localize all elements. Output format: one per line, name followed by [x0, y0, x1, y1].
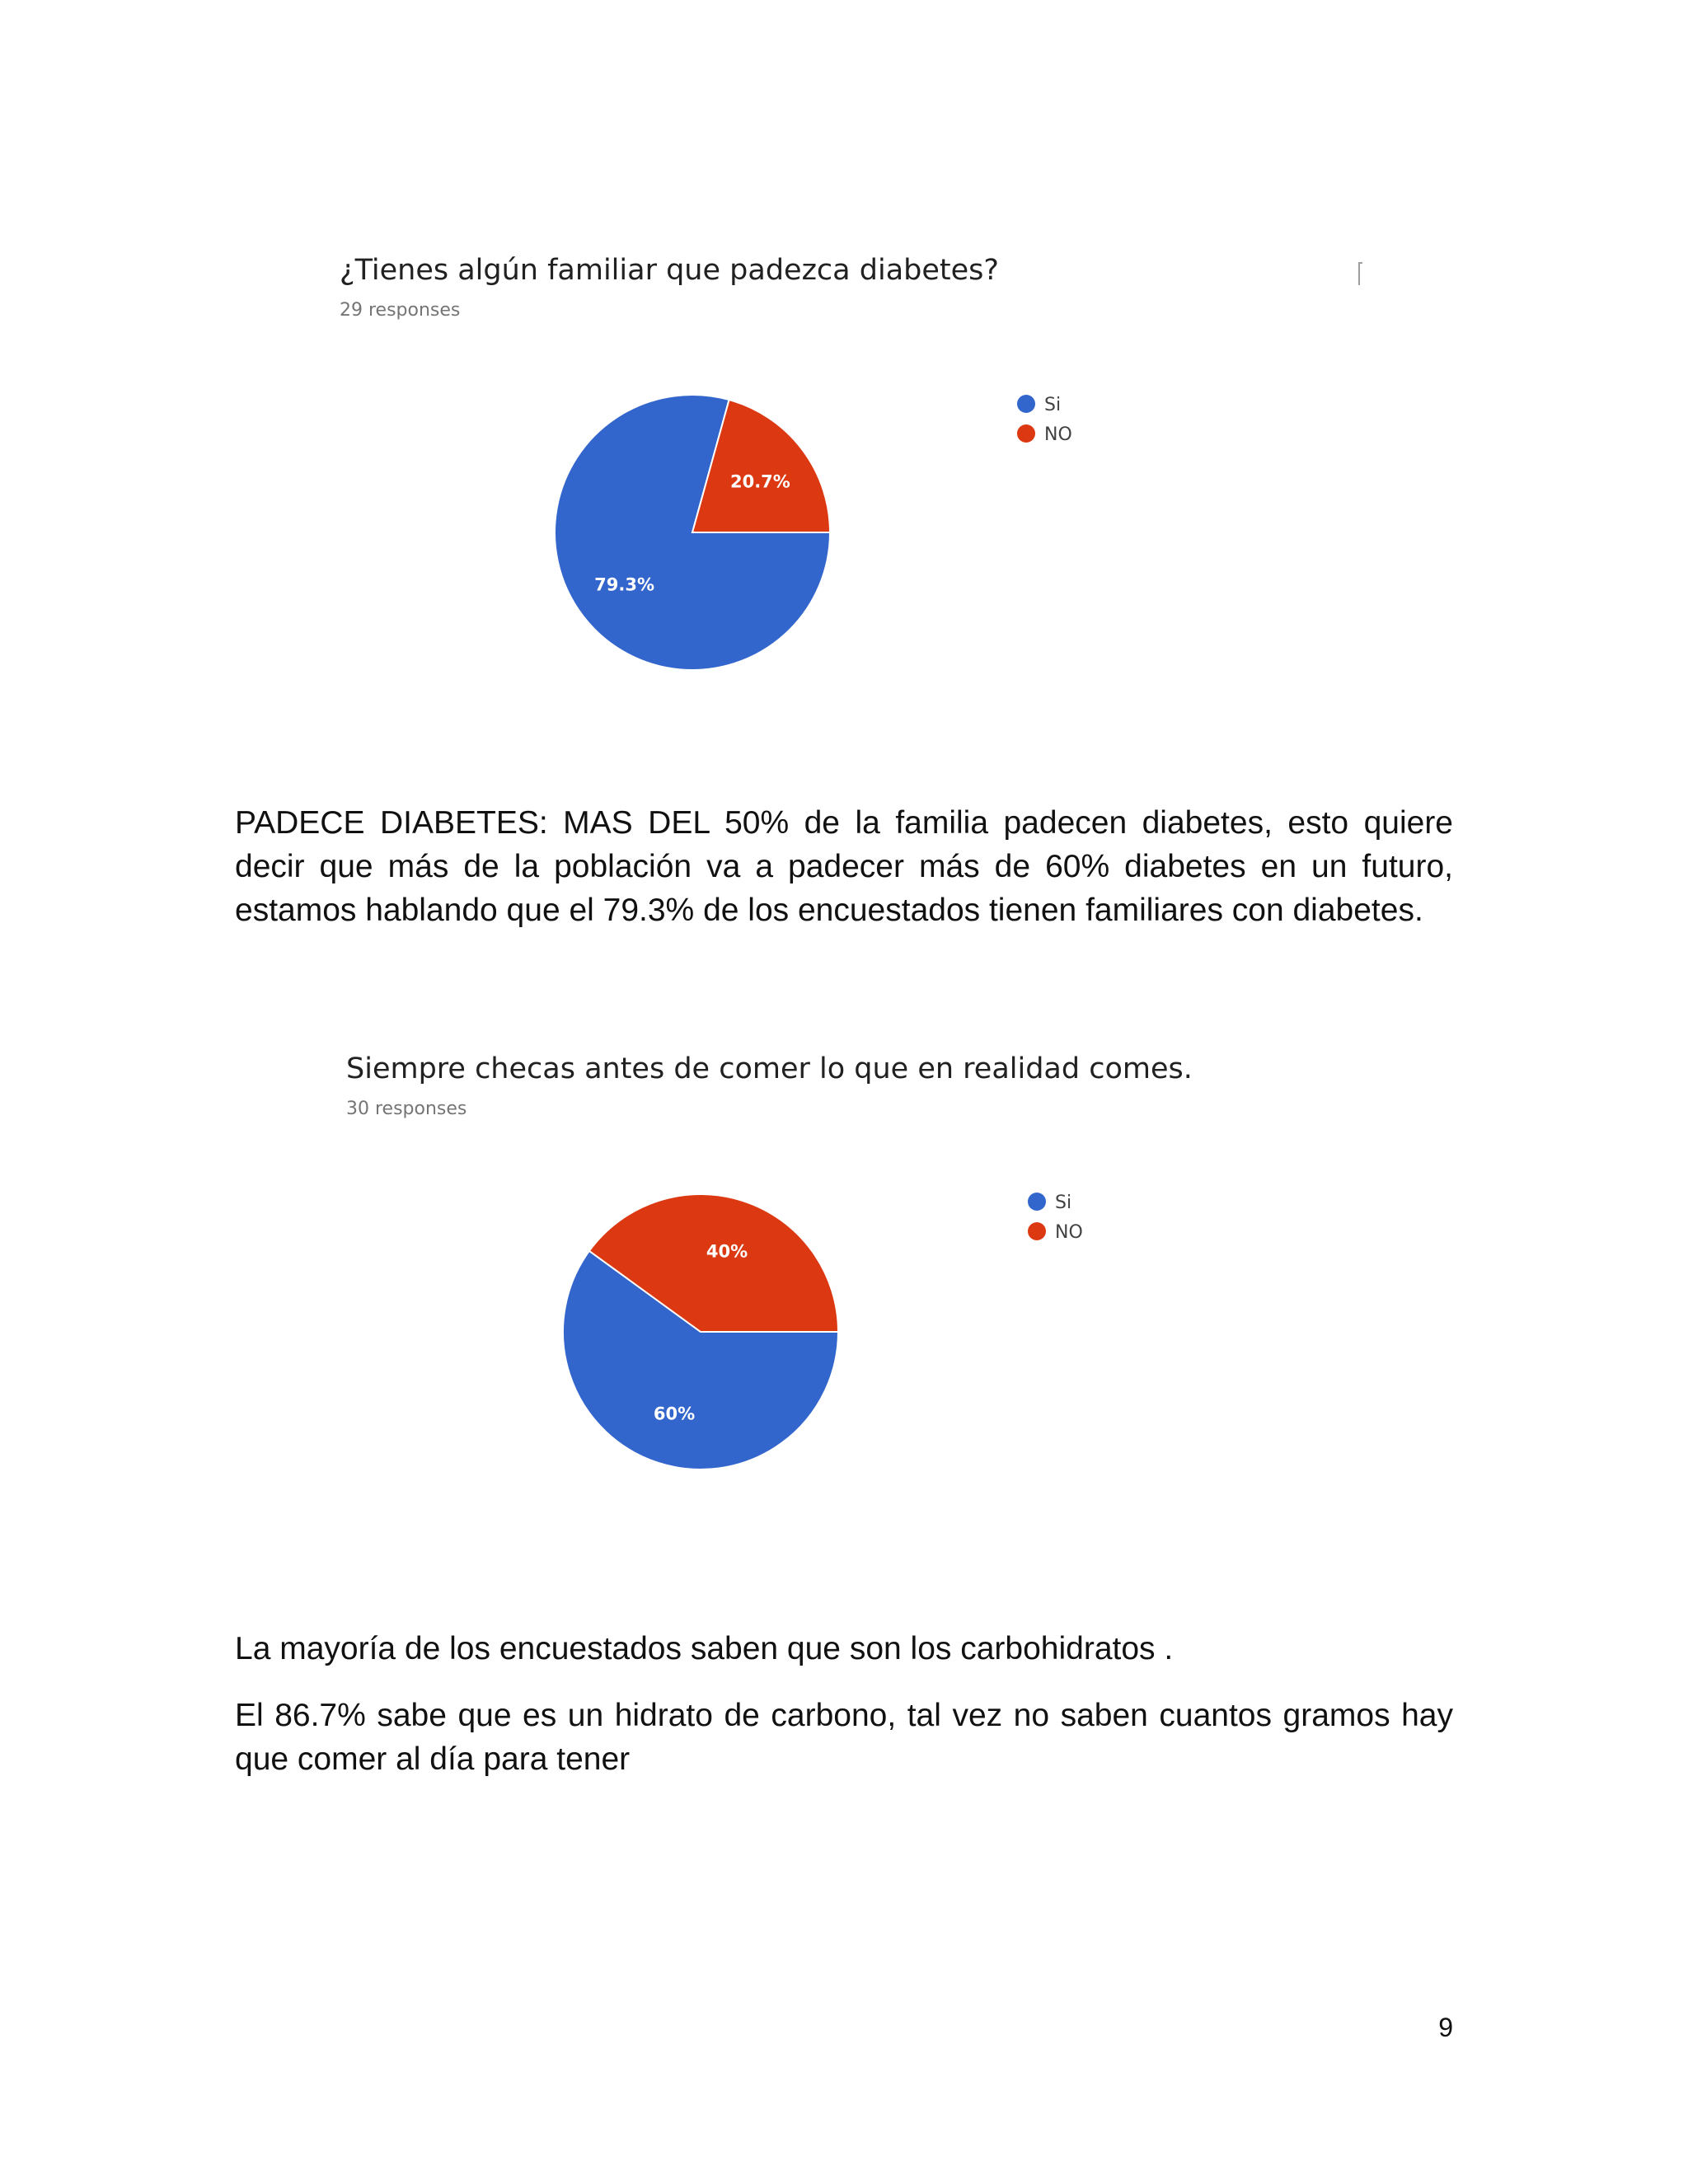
chart-2-block: [346, 1052, 1401, 1481]
paragraph-carbohydrates-percent: El 86.7% sabe que es un hidrato de carbono, tal vez no saben cuantos gramos hay que comer al día para tener: [235, 1698, 1453, 1777]
stray-mark: [1358, 262, 1362, 285]
paragraph-diabetes-analysis: PADECE DIABETES: MAS DEL 50% de la familia padecen diabetes, esto quiere decir que más de la población va a padecer más de 60% diabetes en un futuro, estamos hablando que el 79.3% de los encuestados tienen familiares con diabetes.: [235, 805, 1453, 928]
chart-1-svg: [340, 254, 1395, 682]
chart-2-legend-label-no: NO: [1055, 1222, 1083, 1243]
chart-2-legend-swatch-no: [1028, 1222, 1046, 1240]
chart-2-response-count: 30 responses: [346, 1099, 467, 1119]
chart-1-response-count: 29 responses: [340, 300, 461, 321]
page-number: 9: [1438, 2013, 1453, 2042]
chart-1-value-label-si: 79.3%: [594, 574, 655, 595]
paragraph-carbohydrates: La mayoría de los encuestados saben que son los carbohidratos .: [235, 1631, 1174, 1666]
chart-2-value-label-si: 60%: [653, 1404, 696, 1424]
chart-2-value-label-no: 40%: [706, 1241, 748, 1262]
chart-2-legend-swatch-si: [1028, 1193, 1046, 1211]
chart-1-legend-swatch-no: [1017, 424, 1035, 443]
chart-2-svg: [346, 1052, 1401, 1481]
chart-2-title: Siempre checas antes de comer lo que en realidad comes.: [346, 1052, 1193, 1085]
chart-1-title: ¿Tienes algún familiar que padezca diabetes?: [340, 254, 999, 287]
chart-1-block: [340, 254, 1395, 682]
chart-1-value-label-no: 20.7%: [729, 471, 790, 492]
chart-1-legend-label-si: Si: [1044, 395, 1062, 415]
chart-1-legend-swatch-si: [1017, 395, 1035, 413]
chart-1-legend-label-no: NO: [1044, 424, 1072, 445]
chart-2-legend-label-si: Si: [1055, 1193, 1072, 1213]
